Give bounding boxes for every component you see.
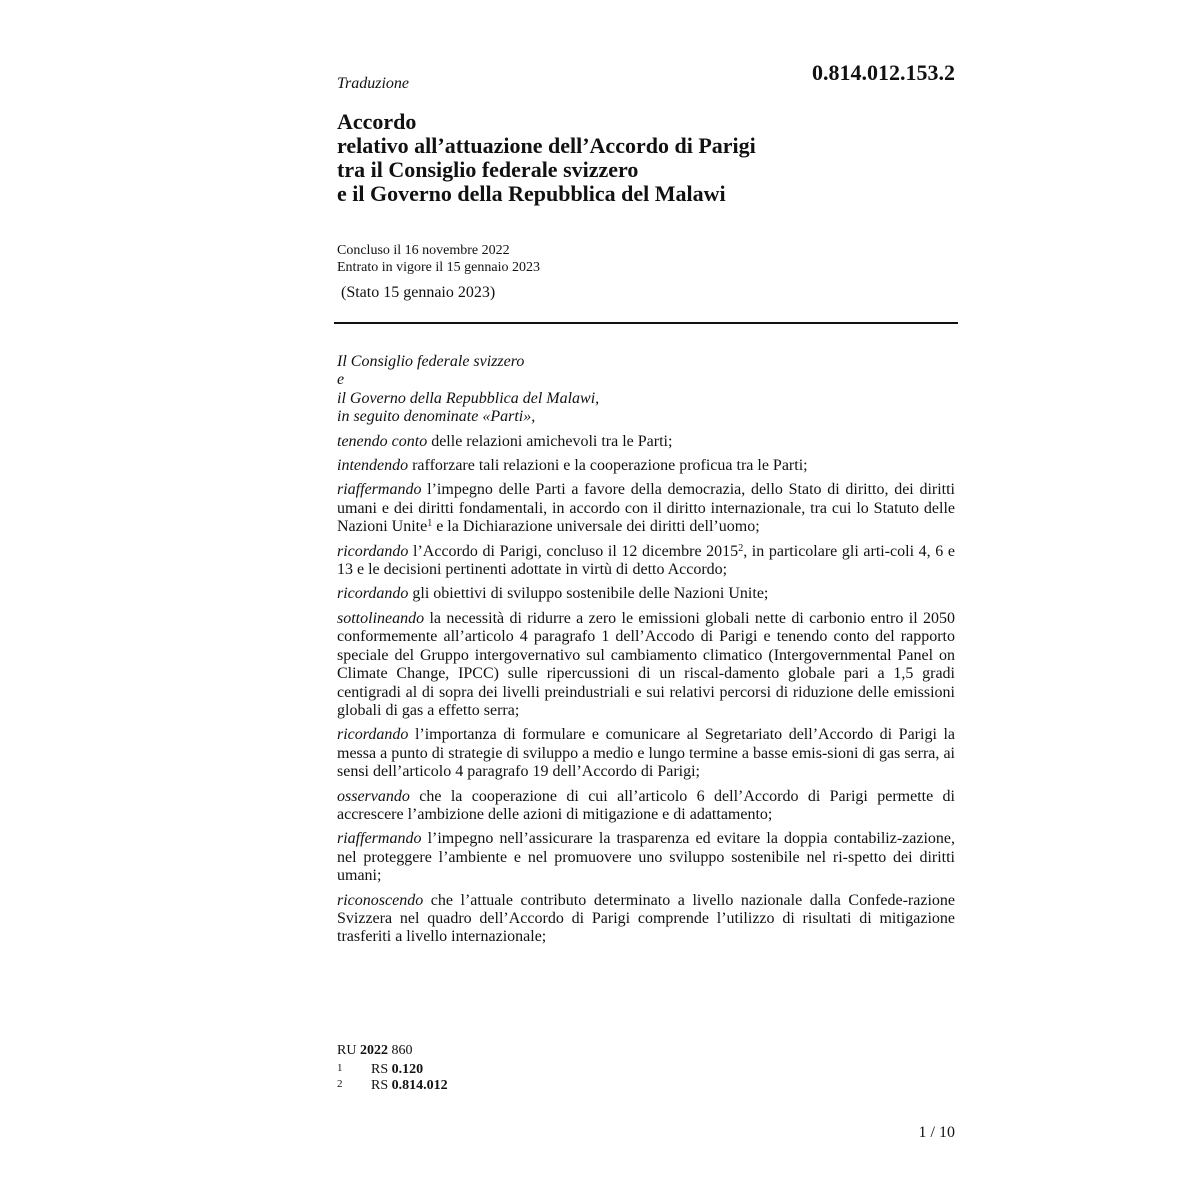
preamble-clause: [337, 830, 955, 885]
clause-text: la necessità di ridurre a zero le emissioni globali nette di carbonio entro il 2050 conformemente all’articolo 4 paragrafo 1 dell’Accodo di Parigi e tenendo conto del rapporto speciale del Gruppo intergovernativo sul cambiamento climatico (Intergovernmental Panel on Climate Change, IPCC) sulle ripercussioni di un riscal-damento globale pari a 1,5 gradi centigradi al di sopra dei livelli preindustriali e sui relativi percorsi di riduzione delle emissioni globali di gas a effetto serra;: [337, 609, 955, 719]
parties-block: [337, 353, 955, 427]
translation-label: Traduzione: [337, 75, 410, 92]
clause-text: l’impegno nell’assicurare la trasparenza ed evitare la doppia contabiliz-zazione, nel proteggere l’ambiente e nel promuovere uno sviluppo sostenibile nel ri-spetto dei diritti umani;: [337, 830, 955, 885]
page-number: 1 / 10: [918, 1124, 955, 1141]
clause-lead: riaffermando: [337, 481, 422, 499]
concluded-date: Concluso il 16 novembre 2022: [337, 243, 510, 258]
clause-lead: riaffermando: [337, 830, 422, 848]
footnote: [337, 1078, 448, 1094]
clause-text: che la cooperazione di cui all’articolo 6 dell’Accordo di Parigi permette di accrescere l’ambizione delle azioni di mitigazione e di adattamento;: [337, 787, 955, 823]
footnote-prefix: RS: [371, 1078, 389, 1093]
preamble-clause: [337, 585, 955, 603]
footnote-marker[interactable]: 1: [427, 518, 433, 530]
preamble-clause: [337, 610, 955, 720]
party-line: il Governo della Repubblica del Malawi,: [337, 389, 600, 407]
party-line: in seguito denominate «Parti»,: [337, 408, 536, 426]
clause-text: rafforzare tali relazioni e la cooperazione proficua tra le Parti;: [408, 457, 808, 475]
footnotes: [337, 1062, 448, 1094]
footnote-number: 2: [337, 1078, 343, 1090]
footnote-ref-link[interactable]: 0.120: [391, 1062, 424, 1077]
footnote-ref-link[interactable]: 0.814.012: [391, 1078, 448, 1093]
title-line: relativo all’attuazione dell’Accordo di Parigi: [337, 133, 756, 158]
clause-lead: sottolineando: [337, 609, 425, 627]
preamble-clause: [337, 543, 955, 580]
ru-prefix: RU: [337, 1043, 357, 1058]
document-number: 0.814.012.153.2: [812, 60, 955, 85]
clause-lead: riconoscendo: [337, 891, 424, 909]
clause-lead: osservando: [337, 787, 410, 805]
clause-lead: ricordando: [337, 726, 409, 744]
title-line: tra il Consiglio federale svizzero: [337, 157, 639, 182]
clause-lead: intendendo: [337, 457, 409, 475]
preamble-body: [337, 353, 955, 953]
clause-lead: ricordando: [337, 542, 409, 560]
party-line: e: [337, 371, 345, 389]
title-line: e il Governo della Repubblica del Malawi: [337, 181, 726, 206]
in-force-date: Entrato in vigore il 15 gennaio 2023: [337, 259, 540, 275]
clause-text: che l’attuale contributo determinato a livello nazionale dalla Confede-razione Svizzera nel quadro dell’Accordo di Parigi comprende l’utilizzo di risultati di mitigazione trasferiti a livello internazionale;: [337, 891, 955, 946]
footnote-marker[interactable]: 2: [738, 542, 744, 554]
status-date: (Stato 15 gennaio 2023): [341, 284, 496, 301]
preamble-clause: [337, 433, 955, 451]
clause-text: l’Accordo di Parigi, concluso il 12 dicembre 2015: [408, 542, 739, 560]
clause-text: e la Dichiarazione universale dei diritti dell’uomo;: [432, 518, 760, 536]
clause-text: gli obiettivi di sviluppo sostenibile delle Nazioni Unite;: [408, 585, 769, 603]
ru-year: 2022: [359, 1043, 388, 1058]
meta-block: [337, 243, 540, 276]
clause-text: l’importanza di formulare e comunicare al Segretariato dell’Accordo di Parigi la messa a punto di strategie di sviluppo a medio e lungo termine a basse emis-sioni di gas serra, ai sensi dell’articolo 4 paragrafo 19 dell’Accordo di Parigi;: [337, 726, 955, 781]
preamble-clause: [337, 892, 955, 947]
clause-lead: ricordando: [337, 585, 409, 603]
clause-text: , in particolare gli arti-coli 4, 6 e 13 e le decisioni pertinenti adottate in virtù di detto Accordo;: [337, 542, 956, 579]
preamble-clause: [337, 726, 955, 781]
footnote-prefix: RS: [371, 1062, 389, 1077]
document-title: [337, 110, 957, 206]
clause-text: l’impegno delle Parti a favore della democrazia, dello Stato di diritto, dei diritti umani e dei diritti fondamentali, in accordo con il diritto internazionale, tra cui lo Statuto delle Nazioni Unite: [337, 481, 955, 536]
ru-number: 860: [391, 1043, 413, 1058]
clause-lead: tenendo conto: [337, 432, 428, 450]
title-line: Accordo: [337, 109, 417, 134]
party-line: Il Consiglio federale svizzero: [337, 353, 525, 370]
header-divider: [334, 322, 958, 324]
preamble-clause: [337, 457, 955, 475]
ru-reference: [337, 1043, 412, 1059]
footnote-number: 1: [337, 1062, 343, 1074]
preamble-clause: [337, 481, 955, 536]
clause-text: delle relazioni amichevoli tra le Parti;: [427, 432, 673, 450]
preamble-clause: [337, 788, 955, 825]
